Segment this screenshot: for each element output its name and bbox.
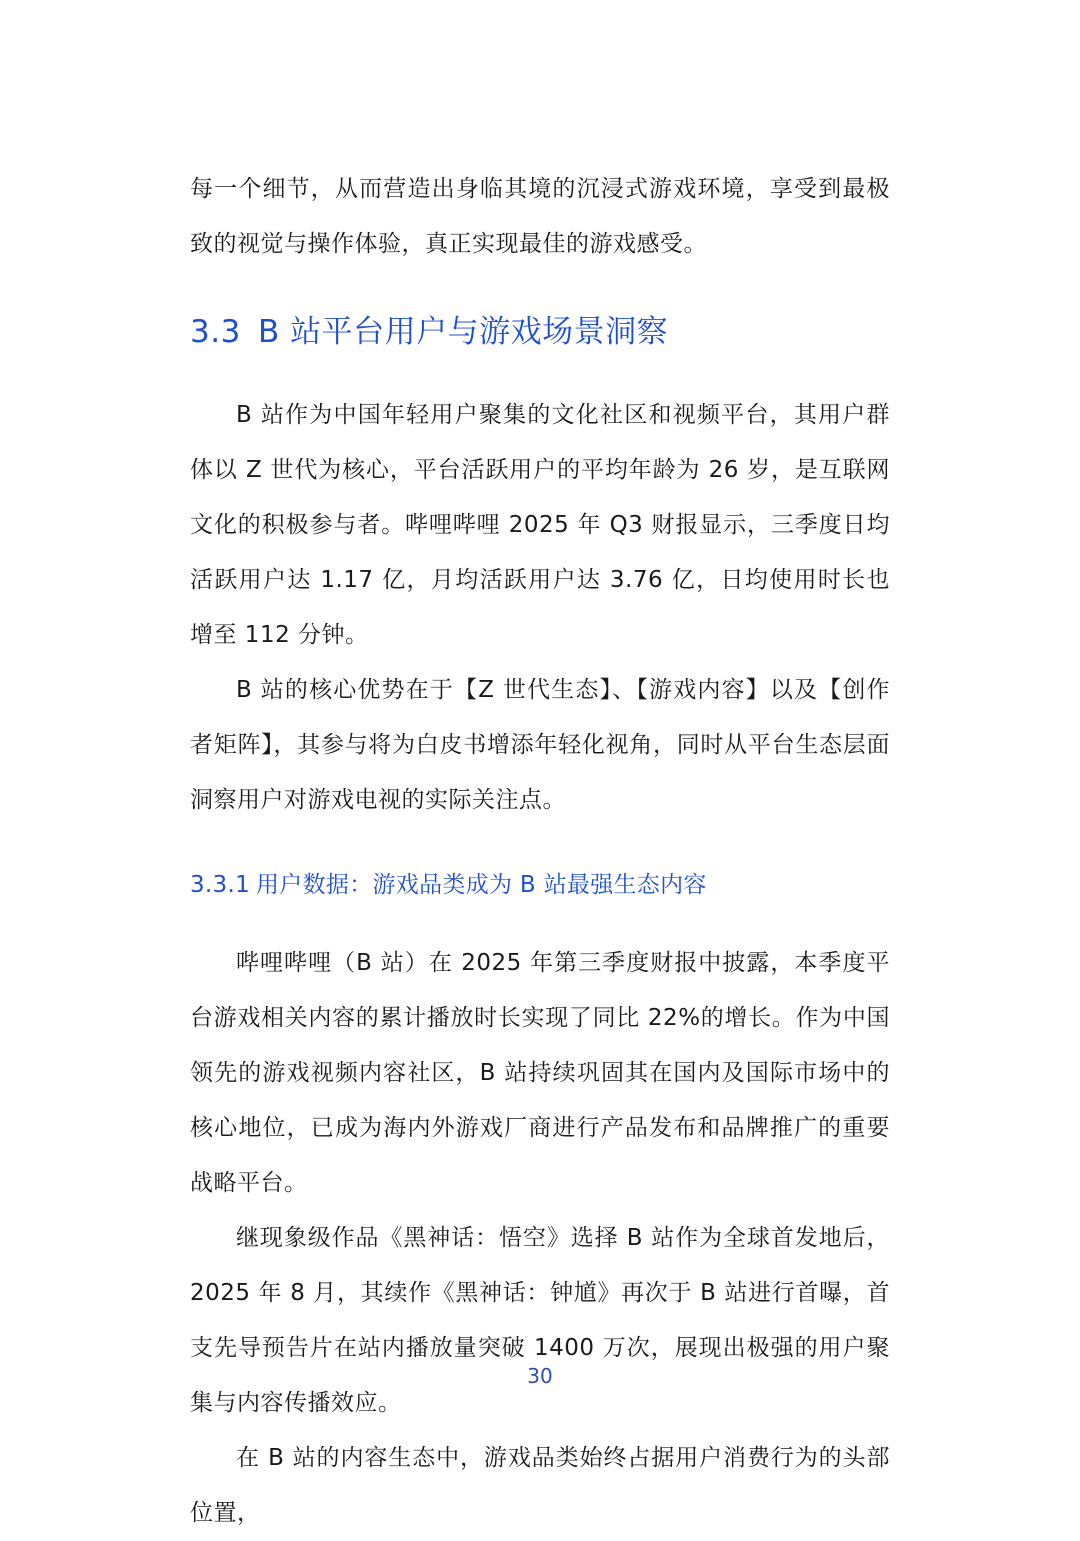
page-number: 30 <box>527 1364 553 1388</box>
subsection-heading <box>190 868 890 902</box>
page-content <box>190 162 890 1541</box>
subsection-paragraph: 哔哩哔哩（B 站）在 2025 年第三季度财报中披露，本季度平台游戏相关内容的累计播放时长实现了同比 22%的增长。作为中国领先的游戏视频内容社区，B 站持续巩固其在国内及国际市场中的核心地位，已成为海内外游戏厂商进行产品发布和品牌推广的重要战略平台。 <box>190 950 890 1196</box>
section-paragraph: B 站作为中国年轻用户聚集的文化社区和视频平台，其用户群体以 Z 世代为核心，平台活跃用户的平均年龄为 26 岁，是互联网文化的积极参与者。哔哩哔哩 2025 年 Q3 财报显示，三季度日均活跃用户达 1.17 亿，月均活跃用户达 3.76 亿，日均使用时长也增至 112 分钟。 <box>190 402 890 648</box>
section-paragraph: B 站的核心优势在于【Z 世代生态】、【游戏内容】以及【创作者矩阵】，其参与将为白皮书增添年轻化视角，同时从平台生态层面洞察用户对游戏电视的实际关注点。 <box>190 677 890 813</box>
subsection-paragraph: 在 B 站的内容生态中，游戏品类始终占据用户消费行为的头部位置， <box>190 1445 890 1526</box>
subsection-title: 用户数据：游戏品类成为 B 站最强生态内容 <box>256 872 707 898</box>
section-title: B 站平台用户与游戏场景洞察 <box>258 314 669 350</box>
section-number: 3.3 <box>190 314 241 350</box>
subsection-number: 3.3.1 <box>190 872 251 898</box>
section-heading <box>190 310 890 354</box>
continued-paragraph: 每一个细节，从而营造出身临其境的沉浸式游戏环境，享受到最极致的视觉与操作体验，真正实现最佳的游戏感受。 <box>190 176 890 257</box>
subsection-paragraph: 继现象级作品《黑神话：悟空》选择 B 站作为全球首发地后，2025 年 8 月，其续作《黑神话：钟馗》再次于 B 站进行首曝，首支先导预告片在站内播放量突破 1400 万次，展现出极强的用户聚集与内容传播效应。 <box>190 1225 890 1416</box>
